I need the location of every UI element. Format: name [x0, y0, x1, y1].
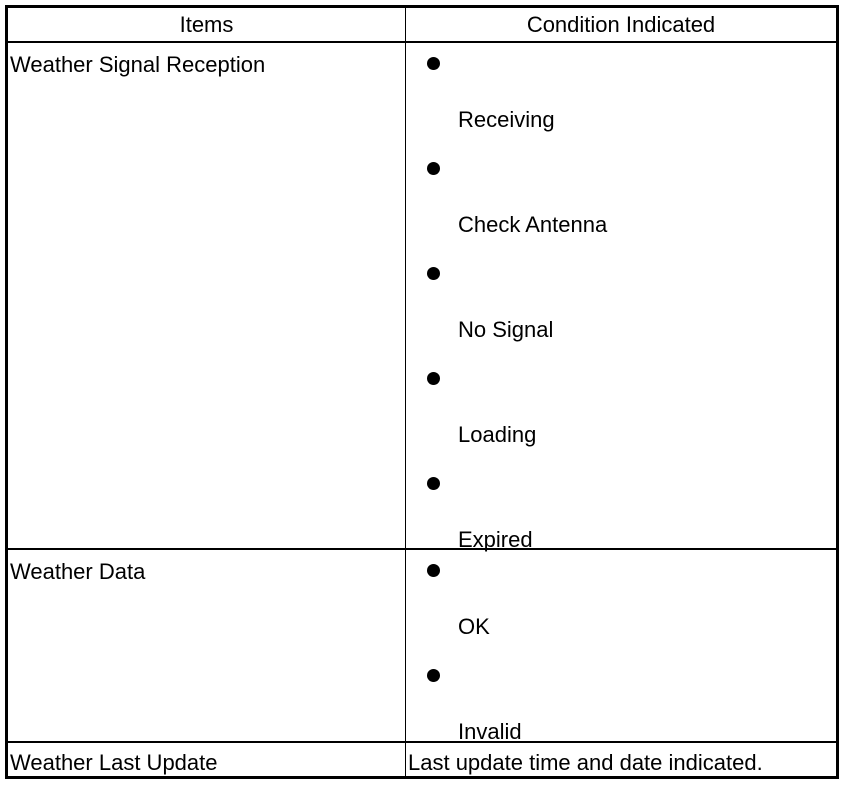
- condition-label: Last update time and date indicated.: [408, 750, 763, 775]
- bullet-icon: [427, 669, 440, 682]
- header-items: Items: [179, 12, 234, 37]
- bullet-icon: [427, 372, 440, 385]
- header-divider: [8, 41, 836, 43]
- condition-label: OK: [458, 614, 490, 639]
- item-label: Weather Last Update: [10, 750, 218, 775]
- row-divider: [8, 741, 836, 743]
- condition-label: Check Antenna: [458, 212, 608, 237]
- bullet-icon: [427, 162, 440, 175]
- condition-label: Invalid: [458, 719, 522, 744]
- bullet-icon: [427, 564, 440, 577]
- condition-label: No Signal: [458, 317, 554, 342]
- row-divider: [8, 548, 836, 550]
- column-divider: [405, 8, 406, 776]
- condition-label: Loading: [458, 422, 537, 447]
- condition-table: [5, 5, 839, 779]
- condition-label: Expired: [458, 527, 533, 552]
- bullet-icon: [427, 267, 440, 280]
- condition-label: Receiving: [458, 107, 555, 132]
- bullet-icon: [427, 477, 440, 490]
- header-condition-indicated: Condition Indicated: [526, 12, 716, 37]
- item-label: Weather Signal Reception: [10, 52, 266, 77]
- bullet-icon: [427, 57, 440, 70]
- item-label: Weather Data: [10, 559, 146, 584]
